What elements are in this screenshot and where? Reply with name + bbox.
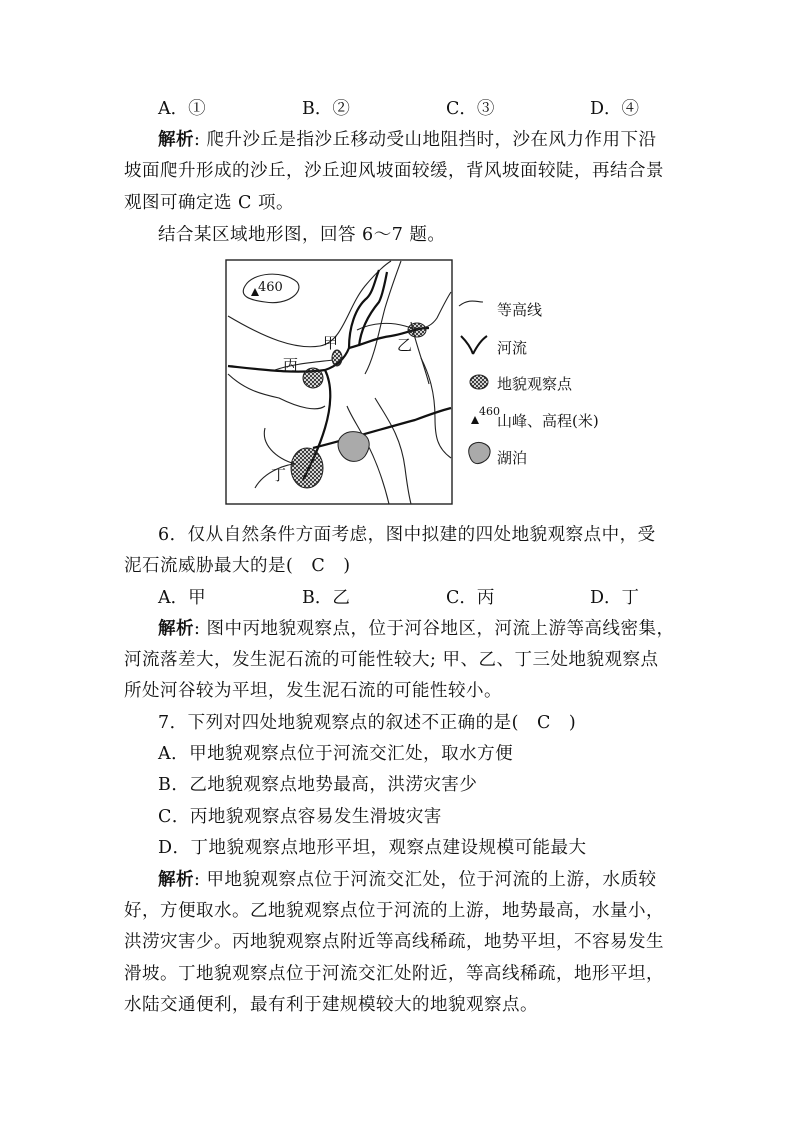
q7-choice-d: D．丁地貌观察点地形平坦，观察点建设规模可能最大 (158, 838, 587, 858)
label-yi: 乙 (397, 336, 413, 354)
legend-site: 地貌观察点 (497, 375, 573, 393)
site-bing-icon (303, 368, 323, 388)
analysis-label: 解析 (158, 619, 194, 639)
q5-option-a: A．① (158, 99, 206, 119)
q7-analysis-line-5: 水陆交通便利，最有利于建规模较大的地貌观察点。 (124, 995, 538, 1015)
q6-stem-line-2: 泥石流威胁最大的是( C ) (124, 556, 351, 576)
q6-analysis-line-2: 河流落差大，发生泥石流的可能性较大; 甲、乙、丁三处地貌观察点 (124, 650, 659, 670)
question-intro: 结合某区域地形图，回答 6～7 题。 (158, 225, 446, 245)
q7-choice-b: B．乙地貌观察点地势最高，洪涝灾害少 (158, 775, 478, 795)
terrain-map-figure (225, 258, 615, 508)
q7-choice-c: C．丙地貌观察点容易发生滑坡灾害 (158, 807, 442, 827)
map-legend (459, 301, 599, 467)
legend-peak-num: 460 (479, 405, 500, 418)
q7-stem: 7．下列对四处地貌观察点的叙述不正确的是( C ) (158, 713, 577, 733)
q5-option-b: B．② (302, 99, 350, 119)
q7-choice-a: A．甲地貌观察点位于河流交汇处，取水方便 (158, 744, 514, 764)
analysis-label: 解析 (158, 130, 194, 150)
site-jia-icon (332, 350, 342, 366)
legend-peak-icon (471, 416, 479, 424)
legend-lake: 湖泊 (497, 449, 528, 467)
q6-option-a: A．甲 (158, 588, 206, 608)
q5-analysis-line-1: 解析: 爬升沙丘是指沙丘移动受山地阻挡时，沙在风力作用下沿 (158, 130, 657, 150)
label-ding: 丁 (271, 466, 287, 484)
q7-analysis-line-2: 好，方便取水。乙地貌观察点位于河流的上游，地势最高，水量小， (124, 901, 664, 921)
q6-stem-line-1: 6．仅从自然条件方面考虑，图中拟建的四处地貌观察点中，受 (158, 525, 656, 545)
map-frame (226, 260, 452, 504)
q6-option-b: B．乙 (302, 588, 350, 608)
legend-peak: 山峰、高程(米) (497, 412, 599, 430)
q6-analysis-line-3: 所处河谷较为平坦，发生泥石流的可能性较小。 (124, 681, 502, 701)
legend-site-icon (470, 375, 488, 389)
legend-contour: 等高线 (497, 301, 543, 319)
site-yi-icon (408, 323, 426, 337)
q6-analysis-line-1: 解析: 图中丙地貌观察点，位于河谷地区，河流上游等高线密集， (158, 619, 675, 639)
q5-option-c: C．③ (446, 99, 495, 119)
q6-option-d: D．丁 (590, 588, 640, 608)
q7-analysis-line-4: 滑坡。丁地貌观察点位于河流交汇处附近，等高线稀疏，地形平坦， (124, 964, 664, 984)
peak-value: 460 (258, 280, 283, 295)
q7-analysis-line-3: 洪涝灾害少。丙地貌观察点附近等高线稀疏，地势平坦，不容易发生 (124, 932, 664, 952)
legend-lake-icon (469, 442, 490, 463)
q5-option-d: D．④ (590, 99, 640, 119)
label-bing: 丙 (283, 356, 299, 374)
analysis-label: 解析 (158, 870, 194, 890)
legend-contour-icon (459, 301, 483, 306)
q7-analysis-line-1: 解析: 甲地貌观察点位于河流交汇处，位于河流的上游，水质较 (158, 870, 657, 890)
legend-river-icon (461, 336, 487, 354)
q6-option-c: C．丙 (446, 588, 495, 608)
q5-analysis-line-2: 坡面爬升形成的沙丘，沙丘迎风坡面较缓，背风坡面较陡，再结合景 (124, 161, 664, 181)
label-jia: 甲 (323, 334, 339, 352)
site-ding-icon (291, 448, 323, 488)
q5-analysis-line-3: 观图可确定选 C 项。 (124, 193, 295, 213)
legend-river: 河流 (497, 339, 528, 357)
